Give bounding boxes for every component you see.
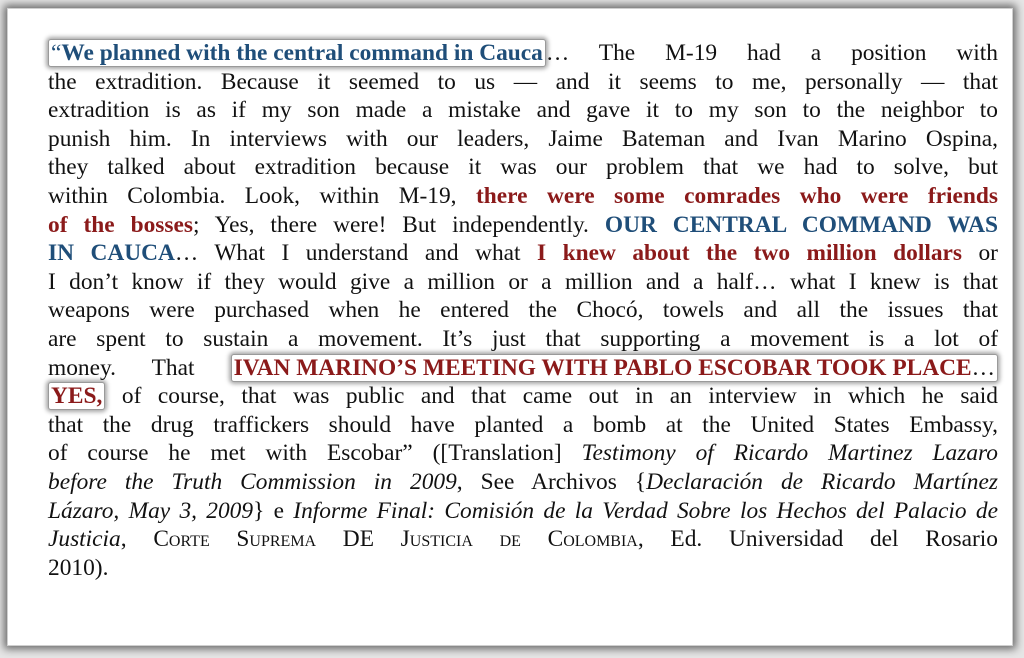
passage-text: … — [971, 354, 995, 381]
passage-line-3: extradition is as if my son made a mistake and gave it to my son to the neighbor to — [48, 97, 998, 124]
passage-line-17 — [48, 497, 998, 526]
passage-text: of course, that was public and that came out in an interview in which he said — [105, 383, 998, 410]
document-frame — [7, 8, 1013, 646]
highlight-central-command-cauca: We planned with the central command in Cauca — [61, 40, 543, 66]
passage-line-13 — [48, 382, 998, 411]
passage-line-2: the extradition. Because it seemed to us — and it seems to me, personally — that — [48, 68, 998, 95]
citation-informe-final: Justicia — [48, 526, 121, 553]
passage-text: of course he met with Escobar” ([Translation] — [48, 440, 582, 467]
passage-line-9: I don’t know if they would give a million or a million and a half… what I knew is that — [48, 268, 998, 295]
passage-line-18 — [48, 525, 998, 554]
passage-line-5: they talked about extradition because it was our problem that we had to solve, but — [48, 154, 998, 181]
passage-line-6 — [48, 182, 998, 211]
passage-line-19: 2010). — [48, 554, 109, 581]
passage-line-10: weapons were purchased when he entered the Chocó, towels and all the issues that — [48, 297, 998, 324]
highlight-our-central-command: OUR CENTRAL COMMAND WAS — [604, 211, 999, 238]
passage-line-4: punish him. In interviews with our leaders, Jaime Bateman and Ivan Marino Ospina, — [48, 125, 998, 152]
passage-line-1 — [48, 39, 998, 68]
highlight-two-million-dollars: I knew about the two million dollars — [537, 240, 963, 267]
highlight-in-cauca: IN CAUCA — [48, 240, 175, 267]
citation-title: before the Truth Commission in 2009 — [48, 468, 457, 495]
highlight-box-yes — [48, 382, 105, 410]
passage-text: , Ed. Universidad del Rosario — [637, 526, 998, 553]
highlight-box-central-command — [48, 39, 546, 67]
citation-informe-final: Informe Final: Comisión de la Verdad Sobre los Hechos del Palacio de — [293, 497, 998, 524]
passage-line-11: are spent to sustain a movement. It’s just that supporting a movement is a lot of — [48, 325, 998, 352]
passage-text: money. That — [48, 354, 231, 381]
citation-title: Testimony of Ricardo Martinez Lazaro — [581, 440, 998, 467]
passage-line-12 — [48, 354, 998, 383]
highlight-box-escobar-meeting — [231, 354, 998, 382]
highlight-comrades-friends: there were some comrades who were friends — [475, 182, 999, 209]
passage-text: or — [962, 240, 998, 267]
passage-text: , — [120, 526, 154, 553]
passage-text: … What I understand and what — [174, 240, 537, 267]
passage-text: … The M-19 had a position with — [545, 40, 998, 66]
citation-declaracion: Lázaro, May 3, 2009 — [48, 497, 254, 524]
passage-text: ; Yes, there were! But independently. — [192, 211, 605, 238]
highlight-of-the-bosses: of the bosses — [48, 211, 193, 238]
passage-line-15 — [48, 439, 998, 468]
citation-declaracion: Declaración de Ricardo Martínez — [646, 468, 998, 495]
opening-quote: “ — [51, 40, 62, 66]
passage-line-14: that the drug traffickers should have planted a bomb at the United States Embassy, — [48, 411, 998, 438]
passage-text: } e — [253, 497, 294, 524]
passage-line-8 — [48, 239, 998, 268]
highlight-yes: YES, — [51, 383, 103, 410]
testimony-passage — [48, 39, 998, 582]
passage-line-16 — [48, 468, 998, 497]
citation-court-name: Corte Suprema DE Justicia de Colombia — [153, 526, 638, 553]
highlight-escobar-meeting: IVAN MARINO’S MEETING WITH PABLO ESCOBAR TOOK PLACE — [233, 354, 972, 381]
passage-text: , See Archivos { — [456, 468, 647, 495]
passage-text: within Colombia. Look, within M-19, — [48, 182, 476, 209]
passage-line-7 — [48, 211, 998, 240]
